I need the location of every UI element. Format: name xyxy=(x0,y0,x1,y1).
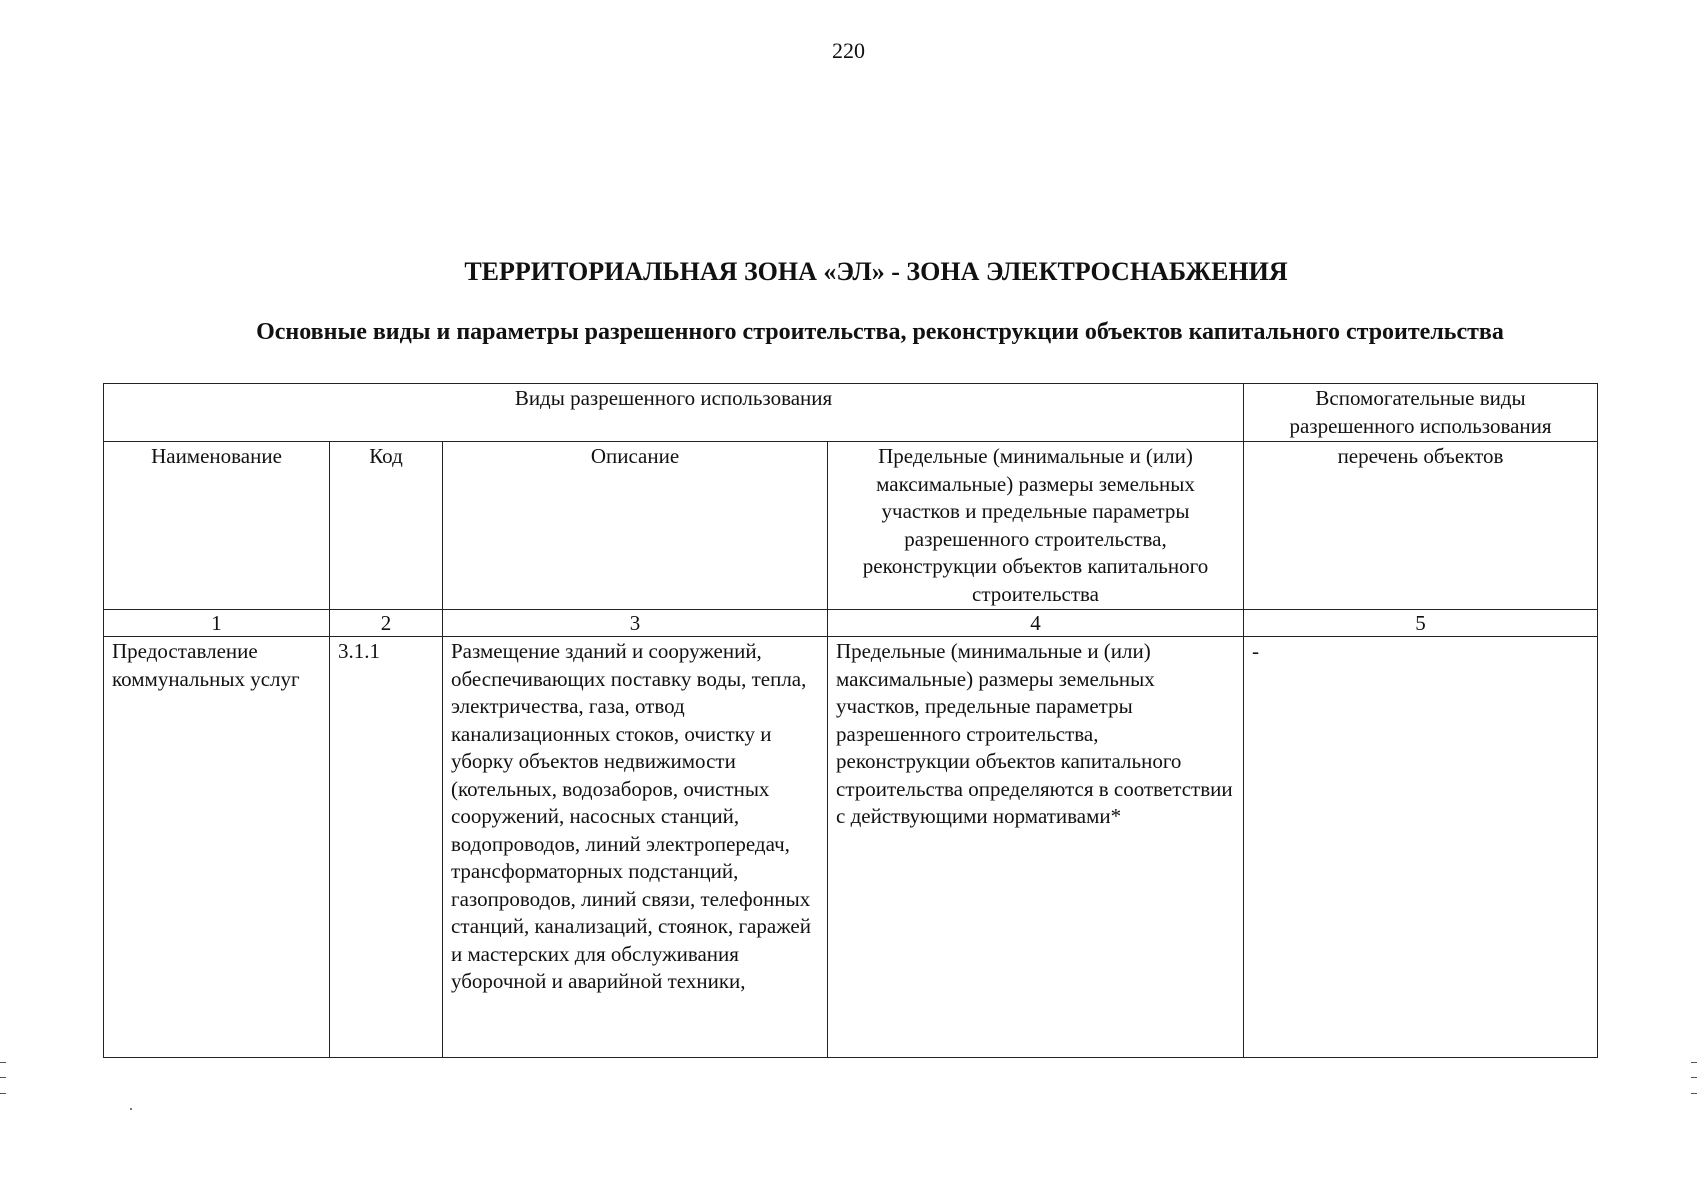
column-header-row xyxy=(104,442,1598,610)
cell-objects: - xyxy=(1244,637,1598,1058)
column-header-limits: Предельные (минимальные и (или) максимальные) размеры земельных участков и предельные параметры разрешенного строительства, реконструкции объектов капитального строительства xyxy=(828,442,1244,610)
column-header-objects: перечень объектов xyxy=(1244,442,1598,610)
cell-code: 3.1.1 xyxy=(330,637,443,1058)
zone-title: ТЕРРИТОРИАЛЬНАЯ ЗОНА «ЭЛ» - ЗОНА ЭЛЕКТРОСНАБЖЕНИЯ xyxy=(464,257,1288,286)
column-header-name: Наименование xyxy=(104,442,330,610)
page-number: 220 xyxy=(832,38,865,63)
scan-speck xyxy=(130,1108,132,1110)
cell-limits: Предельные (минимальные и (или) максимальные) размеры земельных участков, предельные параметры разрешенного строительства, реконструкции объектов капитального строительства определяются в соответствии с действующими нормативами* xyxy=(828,637,1244,1058)
column-header-description: Описание xyxy=(443,442,828,610)
group-header-row xyxy=(104,384,1598,442)
scan-edge-mark-right xyxy=(1691,1062,1697,1094)
section-title: Основные виды и параметры разрешенного строительства, реконструкции объектов капитального строительства xyxy=(256,319,1504,345)
column-number: 5 xyxy=(1244,610,1598,637)
column-number: 4 xyxy=(828,610,1244,637)
column-number: 1 xyxy=(104,610,330,637)
column-number: 3 xyxy=(443,610,828,637)
group-header-main: Виды разрешенного использования xyxy=(104,384,1244,442)
group-header-auxiliary: Вспомогательные виды разрешенного использования xyxy=(1244,384,1598,442)
column-header-code: Код xyxy=(330,442,443,610)
column-number: 2 xyxy=(330,610,443,637)
table-row xyxy=(104,637,1598,1058)
cell-name: Предоставление коммунальных услуг xyxy=(104,637,330,1058)
scan-edge-mark-left xyxy=(0,1062,6,1094)
column-number-row xyxy=(104,610,1598,637)
permitted-use-table xyxy=(103,383,1598,1058)
cell-description: Размещение зданий и сооружений, обеспечивающих поставку воды, тепла, электричества, газа, отвод канализационных стоков, очистку и уборку объектов недвижимости (котельных, водозаборов, очистных сооружений, насосных станций, водопроводов, линий электропередач, трансформаторных подстанций, газопроводов, линий связи, телефонных станций, канализаций, стоянок, гаражей и мастерских для обслуживания уборочной и аварийной техники, xyxy=(443,637,828,1058)
